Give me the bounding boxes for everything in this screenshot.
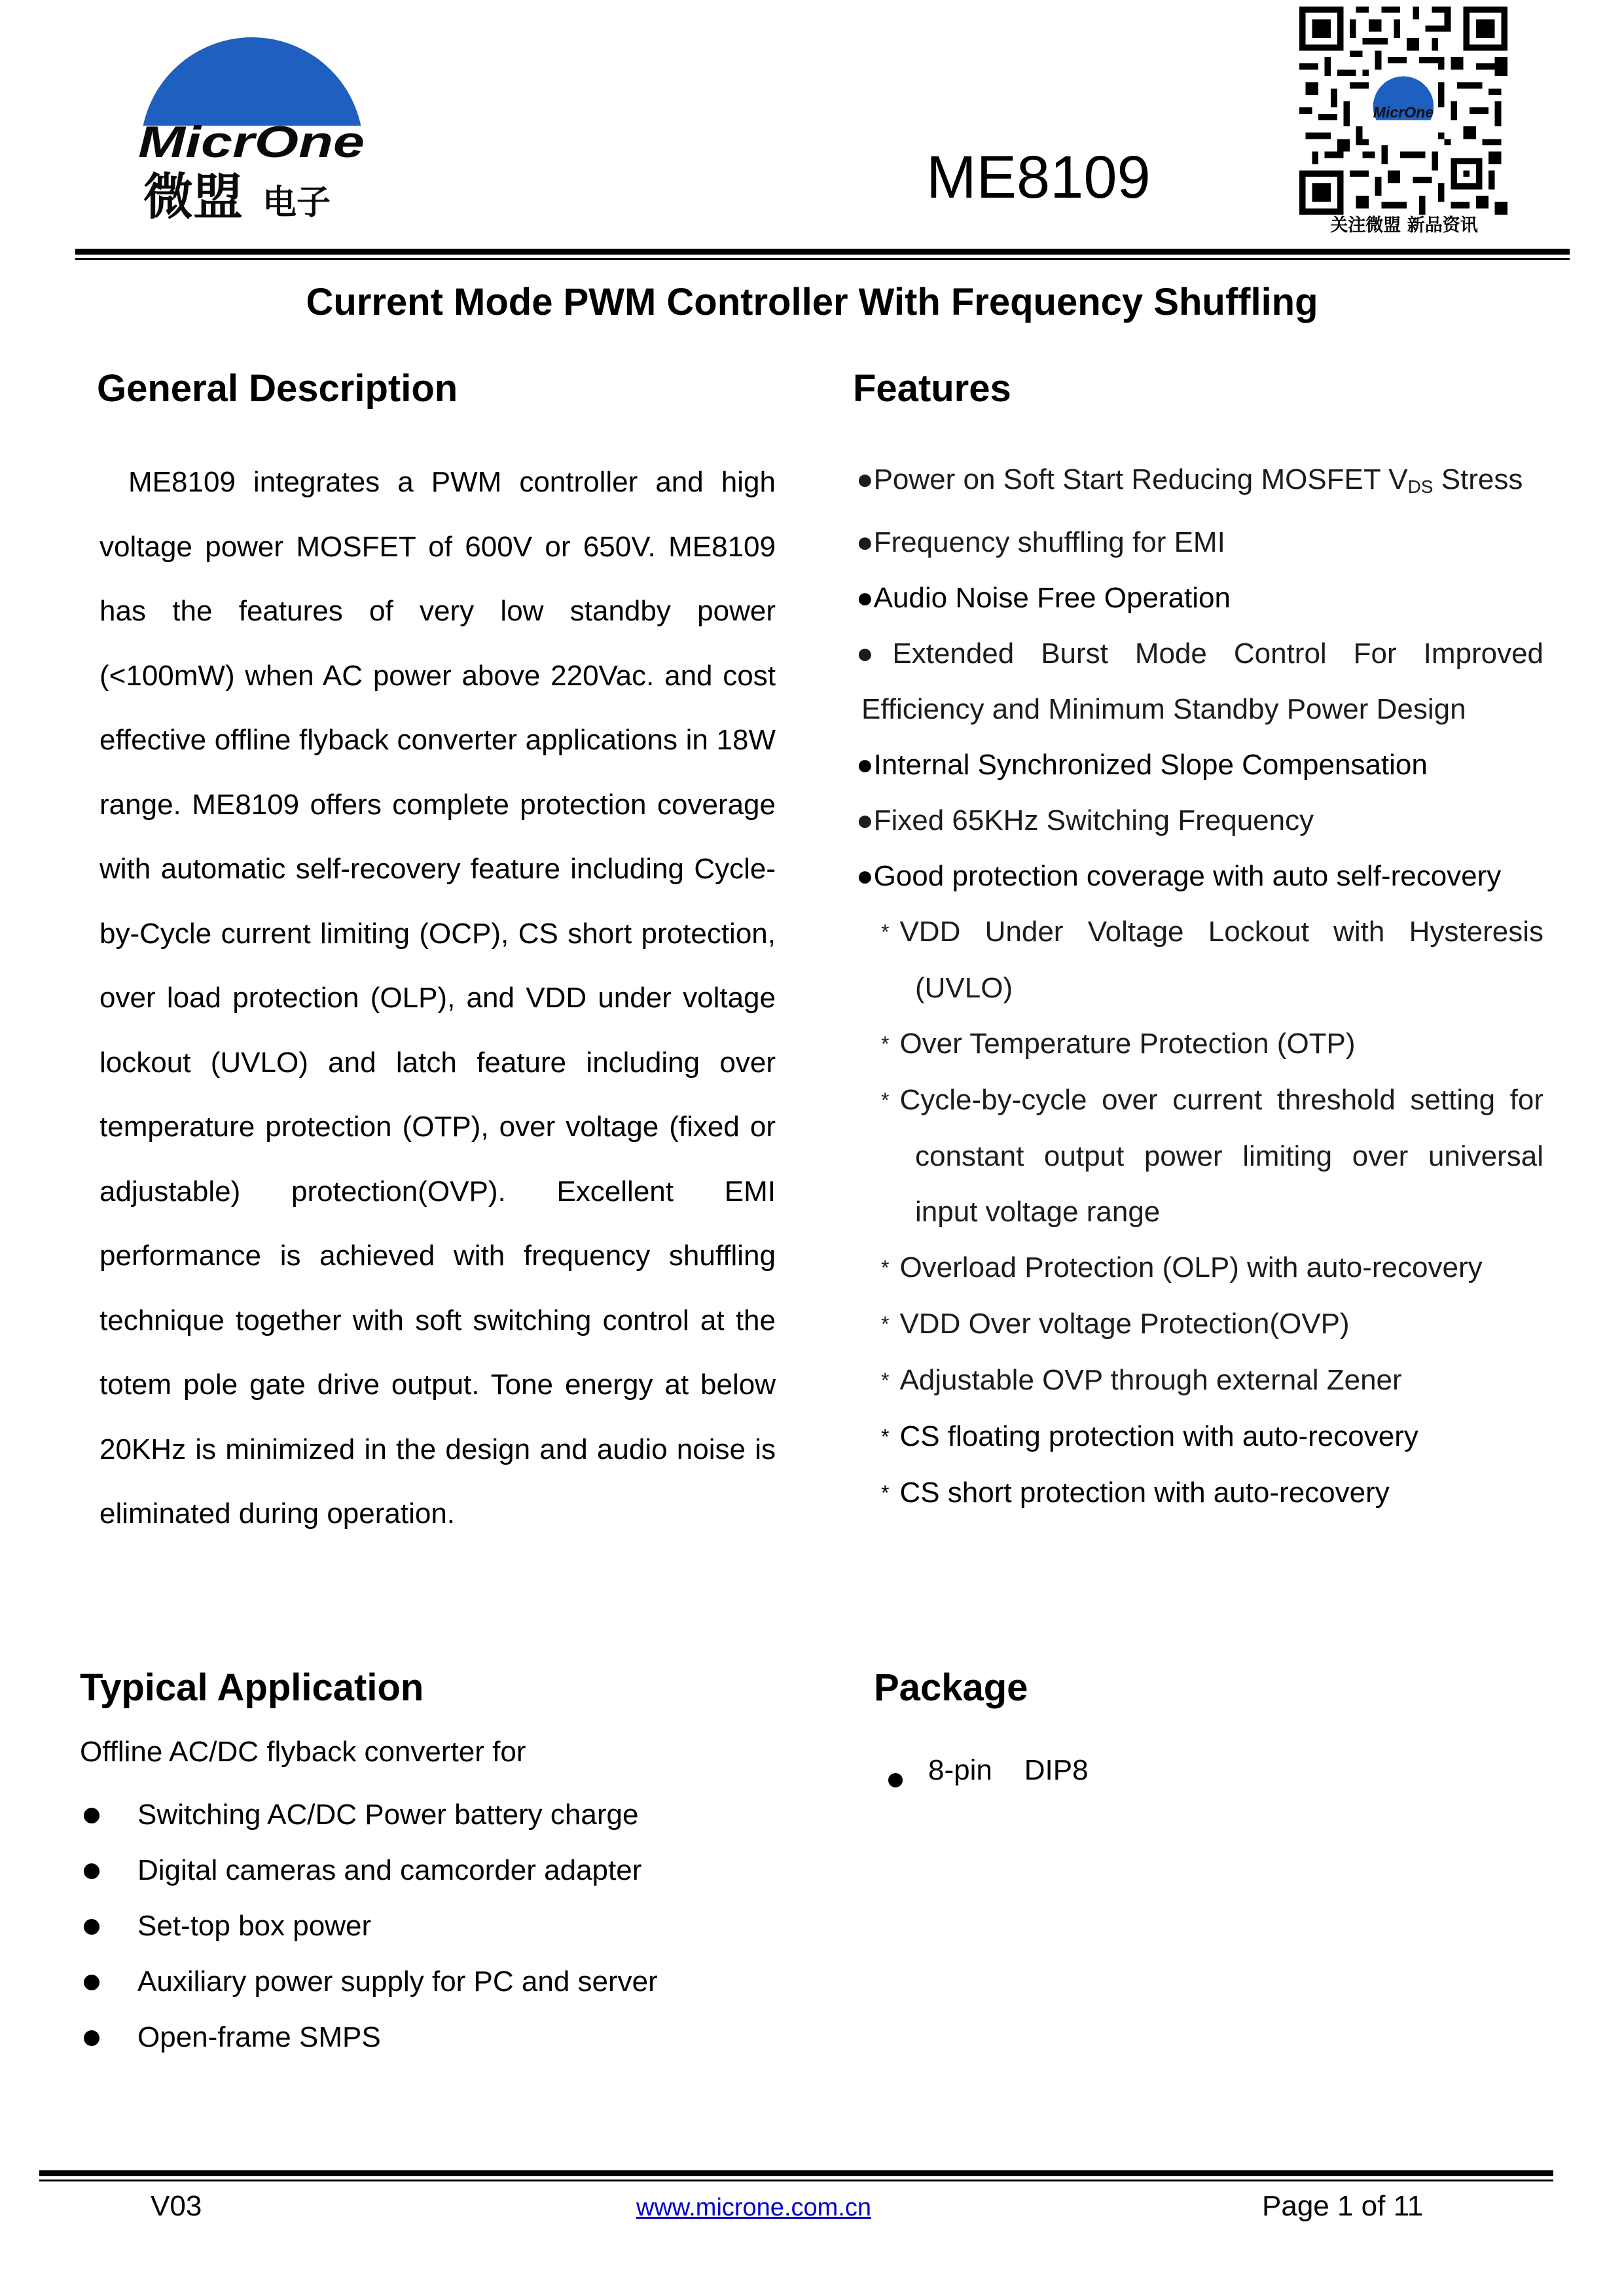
feature-item: ●Fixed 65KHz Switching Frequency xyxy=(856,804,1314,836)
feature-subitem: * Over Temperature Protection (OTP) xyxy=(881,1028,1356,1060)
feature-item: ●Power on Soft Start Reducing MOSFET $V_{DS}$ Stress xyxy=(856,463,1523,497)
list-item: Switching AC/DC Power battery charge xyxy=(80,1792,658,1848)
feature-item: ●Good protection coverage with auto self-recovery xyxy=(856,860,1502,892)
sub-bullet: * xyxy=(881,1481,890,1505)
feature-subitem: * VDD Under Voltage Lockout with Hysteresis (UVLO) xyxy=(881,916,1543,1004)
list-item: Set-top box power xyxy=(80,1903,658,1959)
sub-bullet: * xyxy=(881,1312,890,1336)
typical-application-heading: Typical Application xyxy=(80,1666,424,1709)
bullet-dot xyxy=(84,1975,99,1990)
document-title: Current Mode PWM Controller With Frequency Shuffling xyxy=(306,281,1318,323)
typical-application-intro: Offline AC/DC flyback converter for xyxy=(80,1736,526,1768)
feature-subitem: * Adjustable OVP through external Zener xyxy=(881,1364,1402,1396)
subscript-ds: DS xyxy=(1407,476,1434,497)
bullet-dot xyxy=(84,1863,99,1879)
package-heading: Package xyxy=(874,1666,1028,1709)
features-list xyxy=(856,452,1543,1521)
sub-bullet: * xyxy=(881,1032,890,1056)
logo-wordmark: MicrOne xyxy=(138,117,365,167)
feature-subitem: * Cycle-by-cycle over current threshold setting for constant output power limiting over universal input voltage range xyxy=(881,1084,1543,1228)
feature-subitem: * CS floating protection with auto-recovery xyxy=(881,1420,1418,1452)
footer-version: V03 xyxy=(151,2190,202,2222)
features-heading: Features xyxy=(853,367,1011,410)
qr-caption: 关注微盟 新品资讯 xyxy=(1330,215,1478,236)
company-logo xyxy=(134,14,370,224)
general-description-heading: General Description xyxy=(97,367,458,410)
header-rule-thick xyxy=(75,249,1570,255)
feature-subitem: * CS short protection with auto-recovery xyxy=(881,1477,1390,1509)
bullet: ● xyxy=(856,526,874,558)
feature-subitem: * VDD Over voltage Protection(OVP) xyxy=(881,1308,1350,1340)
bullet-dot xyxy=(84,2030,99,2046)
footer-website-link[interactable]: www.microne.com.cn xyxy=(636,2194,871,2221)
bullet-dot xyxy=(888,1773,903,1787)
general-description-text: ME8109 integrates a PWM controller and high voltage power MOSFET of 600V or 650V. ME8109 has the features of very low standby power (<100mW) when AC power above 220Vac. and cost effective offline flyback converter applications in 18W range. ME8109 offers complete protection coverage with automatic self-recovery feature including Cycle-by-Cycle current limiting (OCP), CS short protection, over load protection (OLP), and VDD under voltage lockout (UVLO) and latch feature including over temperature protection (OTP), over voltage (fixed or adjustable) protection(OVP). Excellent EMI performance is achieved with frequency shuffling technique together with soft switching control at the totem pole gate drive output. Tone energy at below 20KHz is minimized in the design and audio noise is eliminated during operation. xyxy=(99,466,776,1530)
feature-item: ●Audio Noise Free Operation xyxy=(856,582,1231,614)
bullet-dot xyxy=(84,1808,99,1823)
feature-item: ●Internal Synchronized Slope Compensation xyxy=(856,749,1428,781)
footer-page-number: Page 1 of 11 xyxy=(1262,2190,1424,2222)
bullet: ● xyxy=(856,749,874,781)
general-description-body xyxy=(99,450,776,1547)
bullet: ● xyxy=(856,637,893,670)
bullet: ● xyxy=(856,804,874,836)
header-rule-thin xyxy=(75,258,1570,260)
package-item: 8-pin DIP8 xyxy=(887,1754,1089,1787)
list-item: Digital cameras and camcorder adapter xyxy=(80,1848,658,1903)
part-number: ME8109 xyxy=(926,144,1151,211)
feature-item: ●Frequency shuffling for EMI xyxy=(856,526,1225,558)
footer-rule-thin xyxy=(39,2179,1553,2181)
sub-bullet: * xyxy=(881,1256,890,1280)
bullet: ● xyxy=(856,860,874,892)
sub-bullet: * xyxy=(881,920,890,944)
logo-chinese-small: 电子 xyxy=(262,183,331,223)
logo-graphic xyxy=(134,14,370,224)
qr-logo-wordmark: MicrOne xyxy=(1373,103,1434,121)
footer-rule-thick xyxy=(39,2170,1553,2176)
logo-chinese-large: 微盟 xyxy=(143,168,243,224)
feature-item: ●Extended Burst Mode Control For Improved Efficiency and Minimum Standby Power Design xyxy=(856,637,1544,725)
sub-bullet: * xyxy=(881,1088,890,1112)
bullet: ● xyxy=(856,463,874,495)
qr-code[interactable] xyxy=(1299,7,1507,215)
typical-application-list xyxy=(80,1792,658,2070)
bullet-dot xyxy=(84,1919,99,1935)
list-item: Auxiliary power supply for PC and server xyxy=(80,1959,658,2015)
list-item: Open-frame SMPS xyxy=(80,2015,658,2070)
sub-bullet: * xyxy=(881,1425,890,1448)
bullet: ● xyxy=(856,582,874,614)
sub-bullet: * xyxy=(881,1369,890,1392)
feature-subitem: * Overload Protection (OLP) with auto-recovery xyxy=(881,1251,1483,1283)
qr-code-graphic xyxy=(1299,7,1507,215)
